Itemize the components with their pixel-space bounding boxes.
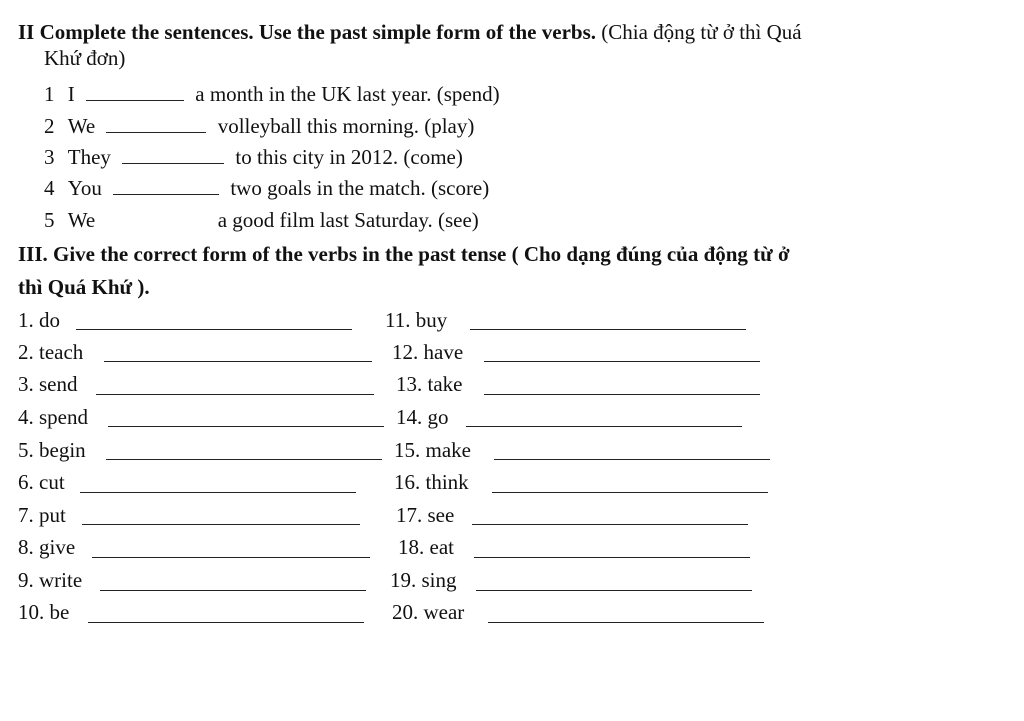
answer-blank[interactable] (106, 114, 206, 133)
verb-item-11: 11. buy (385, 308, 448, 332)
answer-line-1[interactable] (76, 329, 352, 330)
verb-item-10: 10. be (18, 600, 70, 624)
answer-blank[interactable] (86, 82, 184, 101)
answer-line-3[interactable] (96, 394, 374, 395)
verb-item-16: 16. think (394, 470, 469, 494)
answer-line-20[interactable] (488, 622, 764, 623)
exercise-item-3 (44, 145, 463, 169)
answer-line-9[interactable] (100, 590, 366, 591)
verb-item-4: 4. spend (18, 405, 88, 429)
item-text: to this city in 2012. (come) (235, 145, 463, 169)
verb-item-13: 13. take (396, 372, 463, 396)
verb-item-8: 8. give (18, 535, 76, 559)
item-subject: They (67, 145, 111, 169)
answer-line-7[interactable] (82, 524, 360, 525)
section-3-heading: III. Give the correct form of the verbs in the past tense ( Cho dạng đúng của động từ ở (18, 242, 790, 266)
verb-item-3: 3. send (18, 372, 78, 396)
item-subject: You (67, 176, 102, 200)
item-text: two goals in the match. (score) (230, 176, 490, 200)
section-2-heading (18, 20, 802, 44)
item-number: 3 (44, 145, 55, 169)
item-subject: We (67, 114, 96, 138)
answer-line-14[interactable] (466, 426, 742, 427)
item-subject: We (67, 208, 96, 232)
verb-item-5: 5. begin (18, 438, 86, 462)
answer-line-11[interactable] (470, 329, 746, 330)
item-subject: I (67, 82, 75, 106)
item-text: a good film last Saturday. (see) (217, 208, 479, 232)
answer-line-18[interactable] (474, 557, 750, 558)
verb-item-12: 12. have (392, 340, 464, 364)
answer-blank[interactable] (122, 145, 224, 164)
answer-line-8[interactable] (92, 557, 370, 558)
item-number: 2 (44, 114, 55, 138)
answer-line-2[interactable] (104, 361, 372, 362)
verb-item-2: 2. teach (18, 340, 84, 364)
answer-line-5[interactable] (106, 459, 382, 460)
answer-line-10[interactable] (88, 622, 364, 623)
verb-item-20: 20. wear (392, 600, 465, 624)
item-number: 5 (44, 208, 55, 232)
section-2-note: (Chia động từ ở thì Quá (601, 20, 802, 44)
section-2-note-continued: Khứ đơn) (44, 46, 126, 70)
exercise-item-5 (44, 208, 479, 232)
verb-item-18: 18. eat (398, 535, 454, 559)
answer-blank[interactable] (113, 176, 219, 195)
answer-line-4[interactable] (108, 426, 384, 427)
answer-line-16[interactable] (492, 492, 768, 493)
verb-item-9: 9. write (18, 568, 83, 592)
answer-line-15[interactable] (494, 459, 770, 460)
answer-line-6[interactable] (80, 492, 356, 493)
verb-item-6: 6. cut (18, 470, 65, 494)
verb-item-15: 15. make (394, 438, 471, 462)
exercise-item-2 (44, 114, 474, 138)
verb-item-1: 1. do (18, 308, 60, 332)
item-text: a month in the UK last year. (spend) (195, 82, 500, 106)
item-text: volleyball this morning. (play) (217, 114, 475, 138)
answer-line-12[interactable] (484, 361, 760, 362)
exercise-item-4 (44, 176, 489, 200)
item-number: 4 (44, 176, 55, 200)
answer-line-13[interactable] (484, 394, 760, 395)
item-number: 1 (44, 82, 55, 106)
verb-item-19: 19. sing (390, 568, 457, 592)
section-3-heading-continued: thì Quá Khứ ). (18, 275, 150, 299)
answer-line-19[interactable] (476, 590, 752, 591)
answer-line-17[interactable] (472, 524, 748, 525)
exercise-item-1 (44, 82, 500, 106)
section-2-title: II Complete the sentences. Use the past simple form of the verbs. (18, 20, 596, 44)
verb-item-14: 14. go (396, 405, 449, 429)
verb-item-17: 17. see (396, 503, 455, 527)
verb-item-7: 7. put (18, 503, 66, 527)
